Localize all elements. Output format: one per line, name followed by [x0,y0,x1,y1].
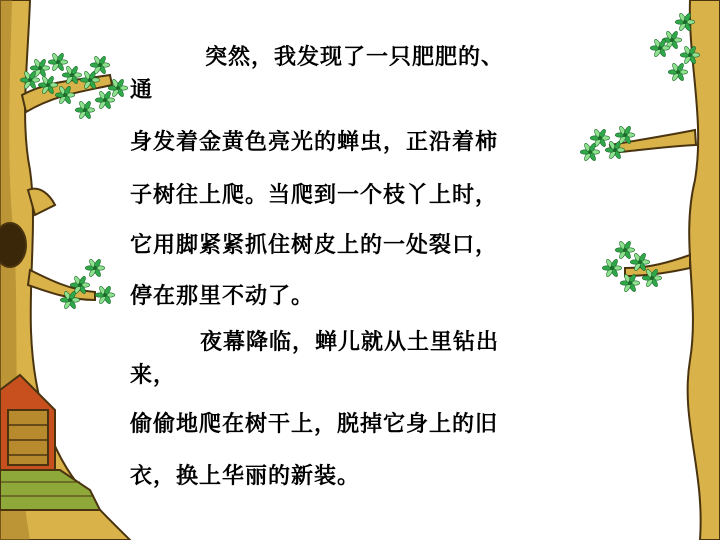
leaf-cluster [48,52,68,71]
right-tree-trunk [688,0,720,540]
leaf-cluster [615,240,635,259]
leaf-cluster [95,285,115,304]
leaf-cluster [95,90,115,109]
tree-hole [0,223,26,267]
paragraph-2-line-2: 来， [130,363,177,388]
leaf-cluster [85,258,105,277]
tree-house [0,375,55,470]
paragraph-1-line-4: 子树往上爬。当爬到一个枝丫上时， [130,183,499,208]
left-tree [0,0,130,540]
paragraph-2-line-1: 夜幕降临，蝉儿就从土里钻出 [200,330,500,355]
right-tree [610,0,720,540]
ground-steps [0,470,100,510]
paragraph-1-line-6: 停在那里不动了。 [130,284,315,309]
paragraph-2-line-4: 衣，换上华丽的新装。 [130,464,361,489]
paragraph-2-line-3: 偷偷地爬在树干上，脱掉它身上的旧 [130,412,499,437]
paragraph-1-line-1: 突然，我发现了一只肥肥的、 [205,45,505,70]
paragraph-1-line-3: 身发着金黄色亮光的蝉虫，正沿着柿 [130,130,499,155]
leaf-cluster [668,62,688,81]
leaf-cluster [602,258,622,277]
leaf-cluster [75,100,95,119]
paragraph-1-line-5: 它用脚紧紧抓住树皮上的一处裂口， [130,233,499,258]
paragraph-1-line-2: 通 [130,78,154,103]
